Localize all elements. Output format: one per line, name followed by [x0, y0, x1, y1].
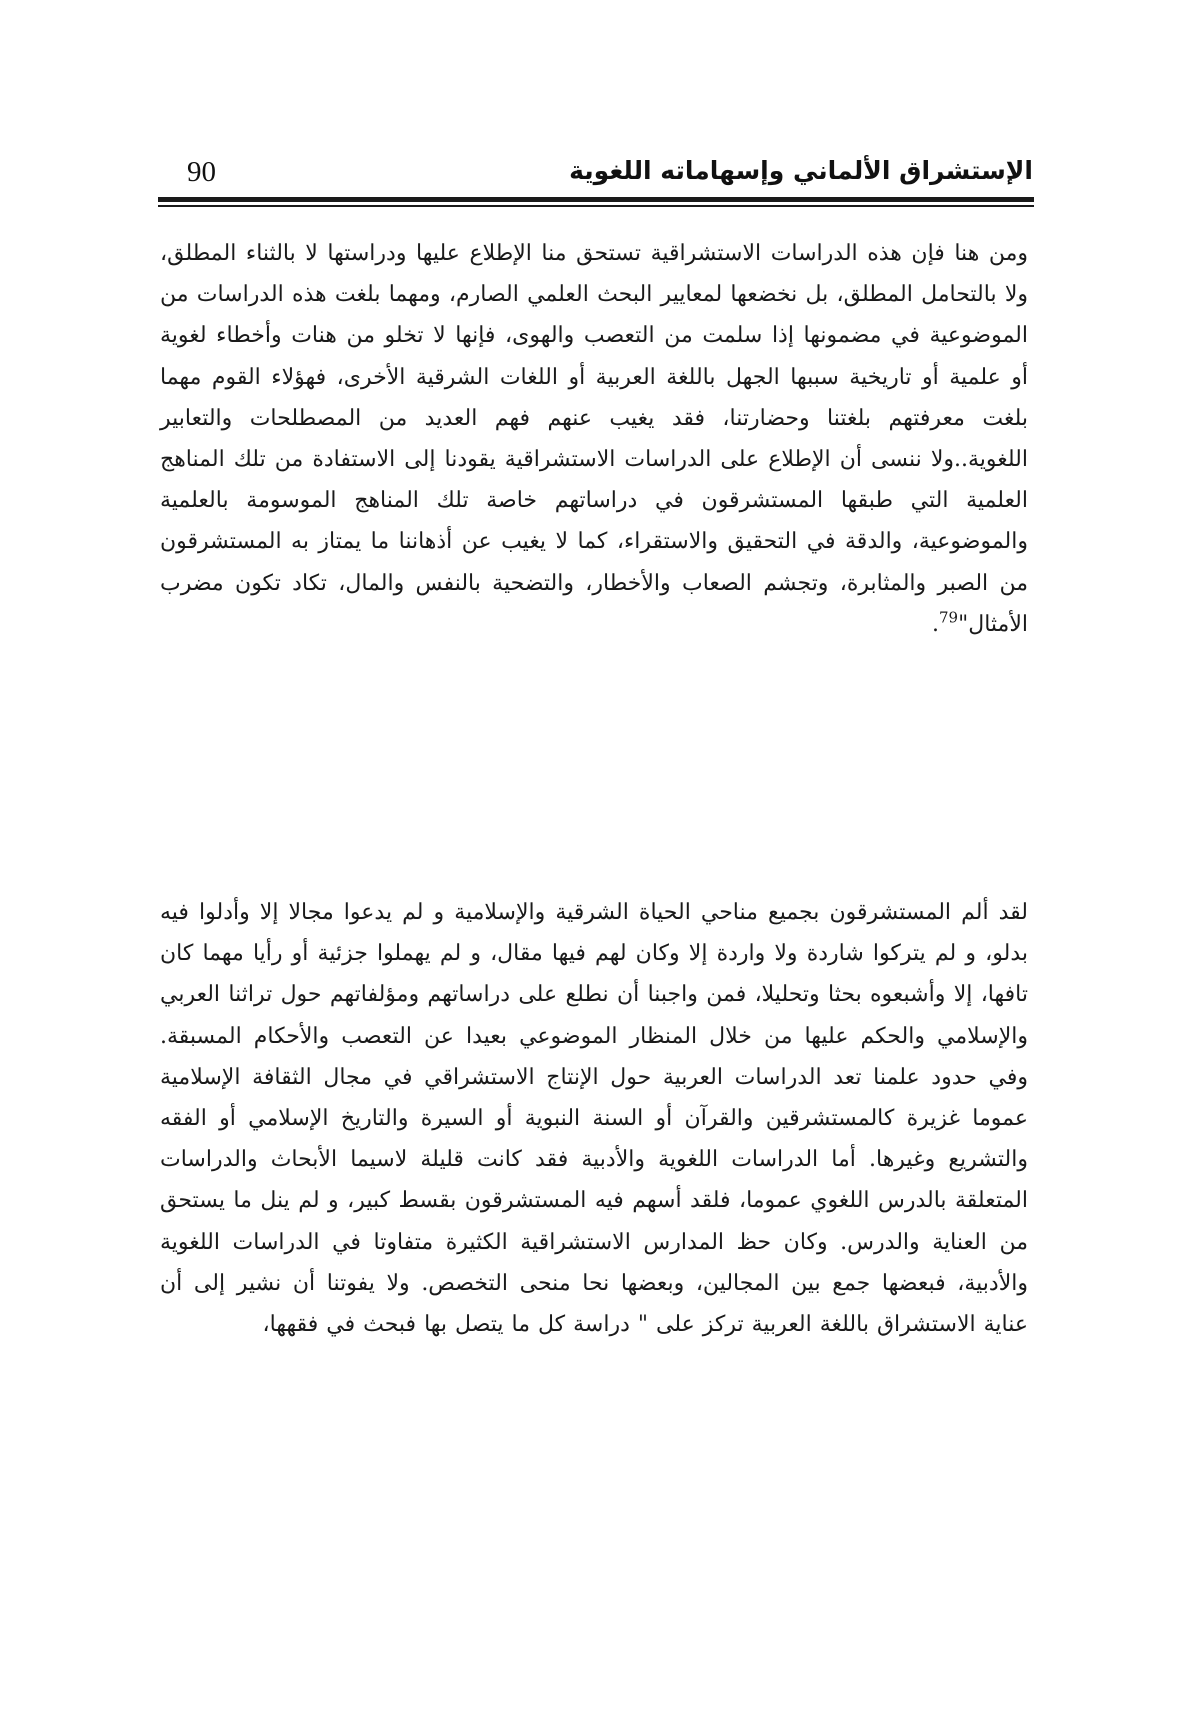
header-rule-thin — [158, 205, 1034, 207]
paragraph-1-trailing: . — [932, 611, 940, 637]
footnote-reference[interactable]: 79 — [939, 608, 959, 627]
page-number: 90 — [187, 156, 216, 188]
paragraph-2 — [160, 892, 1028, 1345]
paragraph-1 — [160, 233, 1028, 645]
running-title: الإستشراق الألماني وإسهاماته اللغوية — [569, 156, 1033, 185]
header-rule-thick — [158, 197, 1034, 202]
page-header — [175, 150, 1033, 196]
paragraph-1-text — [160, 233, 1028, 645]
paragraph-2-text: لقد ألم المستشرقون بجميع مناحي الحياة الشرقية والإسلامية و لم يدعوا مجالا إلا وأدلوا فيه بدلو، و لم يتركوا شاردة ولا واردة إلا وكان لهم فيها مقال، و لم يهملوا جزئية أو رأيا مهما كان تافها، إلا وأشبعوه بحثا وتحليلا، فمن واجبنا أن نطلع على دراساتهم ومؤلفاتهم حول تراثنا العربي والإسلامي والحكم عليها من خلال المنظار الموضوعي بعيدا عن التعصب والأحكام المسبقة. وفي حدود علمنا تعد الدراسات العربية حول الإنتاج الاستشراقي في مجال الثقافة الإسلامية عموما غزيرة كالمستشرقين والقرآن أو السنة النبوية أو السيرة والتاريخ الإسلامي أو الفقه والتشريع وغيرها. أما الدراسات اللغوية والأدبية فقد كانت قليلة لاسيما الأبحاث والدراسات المتعلقة بالدرس اللغوي عموما، فلقد أسهم فيه المستشرقون بقسط كبير، و لم ينل ما يستحق من العناية والدرس. وكان حظ المدارس الاستشراقية الكثيرة متفاوتا في الدراسات اللغوية والأدبية، فبعضها جمع بين المجالين، وبعضها نحا منحى التخصص. ولا يفوتنا أن نشير إلى أن عناية الاستشراق باللغة العربية تركز على " دراسة كل ما يتصل بها فبحث في فقهها، — [160, 900, 1028, 1338]
paragraph-1-body: ومن هنا فإن هذه الدراسات الاستشراقية تستحق منا الإطلاع عليها ودراستها لا بالثناء المطلق، ولا بالتحامل المطلق، بل نخضعها لمعايير البحث العلمي الصارم، ومهما بلغت هذه الدراسات من الموضوعية في مضمونها إذا سلمت من التعصب والهوى، فإنها لا تخلو من هنات وأخطاء لغوية أو علمية أو تاريخية سببها الجهل باللغة العربية أو اللغات الشرقية الأخرى، فهؤلاء القوم مهما بلغت معرفتهم بلغتنا وحضارتنا، فقد يغيب عنهم فهم العديد من المصطلحات والتعابير اللغوية..ولا ننسى أن الإطلاع على الدراسات الاستشراقية يقودنا إلى الاستفادة من تلك المناهج العلمية التي طبقها المستشرقون في دراساتهم خاصة تلك المناهج الموسومة بالعلمية والموضوعية، والدقة في التحقيق والاستقراء، كما لا يغيب عن أذهاننا ما يمتاز به المستشرقون من الصبر والمثابرة، وتجشم الصعاب والأخطار، والتضحية بالنفس والمال، تكاد تكون مضرب الأمثال" — [160, 241, 1029, 637]
